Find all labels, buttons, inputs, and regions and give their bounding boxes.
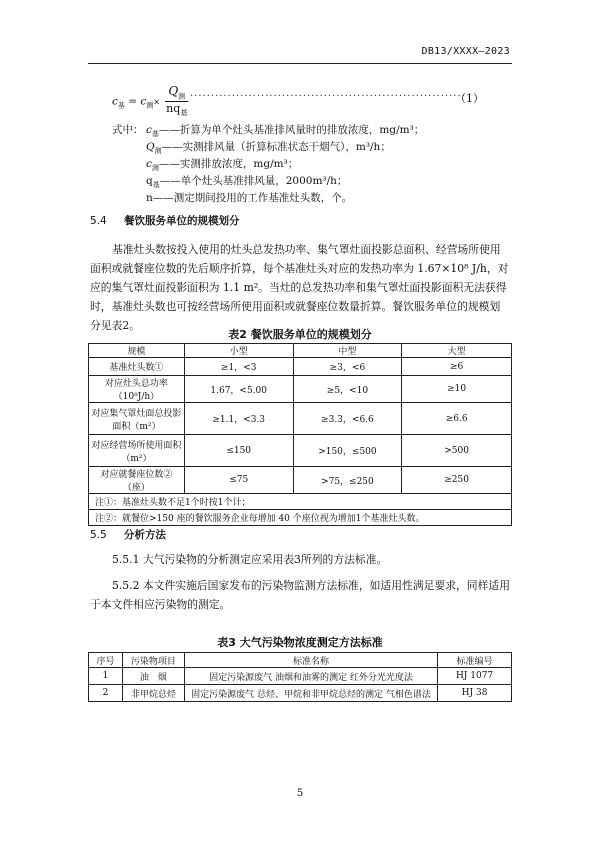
equation-number: （1）	[455, 92, 484, 105]
table-note: 注②：就餐位>150 座的餐饮服务企业每增加 40 个座位视为增加1个基准灶头数。	[89, 510, 512, 526]
table-row: 2 非甲烷总烃 固定污染源废气 总烃、甲烷和非甲烷总烃的测定 气相色谱法 HJ 38	[89, 685, 512, 702]
formula-fraction: $\frac{Q_测}{nq_基}$	[166, 84, 188, 118]
table-row: 1 油 烟 固定污染源废气 油烟和油雾的测定 红外分光光度法 HJ 1077	[89, 668, 512, 685]
where-lead: 式中：	[112, 124, 144, 136]
table-note: 注①：基准灶头数不足1个时按1个计；	[89, 494, 512, 510]
table-row: 对应经营场所使用面积（m²） ≤150 >150，≤500 >500	[89, 435, 512, 467]
table2	[88, 343, 512, 526]
formula-leader-dots: ··································································	[190, 91, 466, 102]
table-row: 对应灶头总功率（10⁸J/h） 1.67，<5.00 ≥5，<10 ≥10	[89, 376, 512, 403]
section-heading-5-4: 5.4 餐饮服务单位的规模划分	[90, 215, 240, 227]
table3-caption: 表3 大气污染物浓度测定方法标准	[217, 636, 383, 649]
paragraph-5-4: 基准灶头数按投入使用的灶头总发热功率、集气罩灶面投影总面积、经营场所使用面积或就餐座位数的先后顺序折算，每个基准灶头对应的发热功率为 1.67×10⁸ J/h，对应的集气罩灶面投影面积为 1.1 m²。当灶的总发热功率和集气罩灶面投影面积无法获得时，基准灶头数也可按经营场所使用面积或就餐座位数量折算。餐饮服务单位的规模划分见表2。	[90, 243, 509, 332]
section-heading-5-5: 5.5 分析方法	[90, 529, 166, 541]
formula-1: $c_基 = c_测\times$ $\frac{Q_测}{nq_基}$	[112, 84, 188, 118]
paragraph-5-5-1: 5.5.1 大气污染物的分析测定应采用表3所列的方法标准。	[112, 553, 388, 566]
table3	[88, 652, 512, 702]
where-item: n——测定期间投用的工作基准灶头数，个。	[146, 192, 353, 204]
document-code: DB13/XXXX—2023	[421, 46, 510, 57]
table-row: 基准灶头数① ≥1，<3 ≥3，<6 ≥6	[89, 358, 512, 376]
where-item: $Q_测——$实测排风量（折算标准状态干烟气），m³/h；	[146, 141, 391, 156]
table2-caption: 表2 餐饮服务单位的规模划分	[228, 328, 372, 341]
table-header-row: 规模 小型 中型 大型	[89, 344, 512, 358]
where-item: $q_基——$单个灶头基准排风量，2000m³/h；	[146, 175, 348, 190]
where-item: $c_测——$实测排放浓度，mg/m³；	[146, 158, 299, 173]
paragraph-5-5-2: 5.5.2 本文件实施后国家发布的污染物监测方法标准，如适用性满足要求，同样适用于本文件相应污染物的测定。	[90, 579, 510, 611]
table-row: 对应集气罩灶面总投影面积（m²） ≥1.1，<3.3 ≥3.3，<6.6 ≥6.6	[89, 403, 512, 435]
where-item: $c_基——$折算为单个灶头基准排风量时的排放浓度，mg/m³；	[146, 124, 425, 139]
table-row: 对应就餐座位数②（座） ≤75 >75，≤250 ≥250	[89, 467, 512, 494]
header-rule	[88, 63, 512, 64]
page-number: 5	[296, 788, 304, 799]
table-header-row: 序号 污染物项目 标准名称 标准编号	[89, 653, 512, 668]
